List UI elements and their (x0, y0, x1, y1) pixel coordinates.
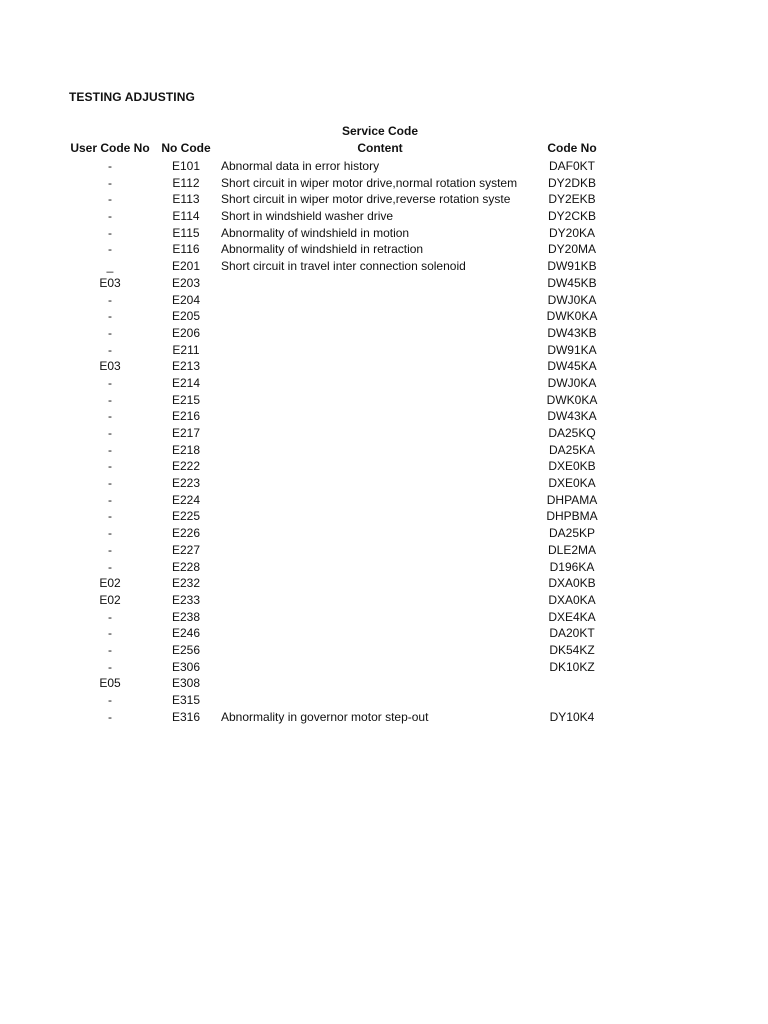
code-no-cell: DWJ0KA (547, 375, 597, 390)
table-row (0, 358, 768, 375)
table-row (0, 659, 768, 676)
no-code-cell: E213 (171, 359, 201, 374)
code-no-cell: DY20MA (547, 242, 597, 257)
user-code-cell: E03 (99, 275, 121, 290)
content-cell: Abnormality in governor motor step-out (221, 709, 429, 724)
user-code-cell: - (108, 442, 112, 457)
user-code-cell: - (108, 209, 112, 224)
user-code-cell: _ (106, 259, 114, 274)
code-no-cell: DA25KA (548, 442, 596, 457)
user-code-cell: - (108, 709, 112, 724)
code-no-cell: DXA0KA (548, 592, 596, 607)
content-cell: Short circuit in wiper motor drive,normal rotation system (221, 175, 518, 190)
no-code-cell: E218 (171, 442, 201, 457)
table-row (0, 508, 768, 525)
no-code-cell: E256 (171, 642, 201, 657)
table-row (0, 442, 768, 459)
user-code-cell: E03 (99, 359, 121, 374)
table-row (0, 258, 768, 275)
table-row (0, 475, 768, 492)
no-code-cell: E225 (171, 509, 201, 524)
header-code-no: Code No (547, 141, 597, 155)
table-row (0, 392, 768, 409)
table-row (0, 575, 768, 592)
table-row (0, 492, 768, 509)
no-code-cell: E205 (171, 309, 201, 324)
code-no-cell: DWJ0KA (547, 292, 597, 307)
table-row (0, 709, 768, 726)
code-no-cell: DY20KA (548, 225, 596, 240)
no-code-cell: E232 (171, 576, 201, 591)
table-row (0, 408, 768, 425)
user-code-cell: - (108, 642, 112, 657)
header-content: Content (357, 141, 403, 155)
code-no-cell: DXE0KB (548, 459, 596, 474)
table-row (0, 292, 768, 309)
user-code-cell: - (108, 693, 112, 707)
code-no-cell: DY10K4 (549, 709, 595, 724)
user-code-cell: - (108, 426, 112, 440)
no-code-cell: E222 (171, 459, 201, 474)
user-code-cell: - (108, 609, 112, 624)
user-code-cell: - (108, 175, 112, 190)
user-code-cell: - (108, 659, 112, 674)
table-row (0, 609, 768, 626)
no-code-cell: E112 (172, 175, 200, 190)
table-row (0, 542, 768, 559)
content-cell: Short circuit in travel inter connection solenoid (221, 259, 466, 274)
table-row (0, 225, 768, 242)
code-no-cell: DW45KB (547, 275, 597, 290)
code-no-cell: DW43KB (547, 325, 597, 340)
user-code-cell: - (108, 409, 112, 424)
no-code-cell: E246 (171, 626, 201, 641)
no-code-cell: E227 (171, 542, 201, 557)
code-no-cell: DW91KA (547, 342, 597, 357)
no-code-cell: E201 (171, 259, 201, 274)
no-code-cell: E238 (171, 609, 201, 624)
header-no-code: No Code (161, 141, 211, 155)
code-no-cell: DW45KA (547, 359, 597, 374)
code-no-cell: DXE4KA (548, 609, 596, 624)
user-code-cell: - (108, 342, 112, 357)
no-code-cell: E216 (171, 409, 201, 424)
user-code-cell: E02 (99, 576, 121, 591)
user-code-cell: - (108, 509, 112, 524)
no-code-cell: E101 (171, 159, 201, 173)
table-row (0, 175, 768, 192)
table-row (0, 592, 768, 609)
section-title: Service Code (341, 124, 419, 138)
no-code-cell: E204 (171, 292, 201, 307)
user-code-cell: - (108, 459, 112, 474)
no-code-cell: E116 (172, 242, 200, 257)
code-no-cell: DK10KZ (549, 659, 595, 674)
no-code-cell: E308 (171, 676, 201, 691)
content-cell: Short circuit in wiper motor drive,reverse rotation syste (221, 192, 511, 207)
table-row (0, 208, 768, 225)
code-no-cell: DLE2MA (547, 542, 597, 557)
table-body (0, 158, 768, 725)
content-cell: Short in windshield washer drive (221, 209, 394, 224)
no-code-cell: E226 (171, 526, 201, 541)
code-no-cell: D196KA (549, 559, 595, 574)
content-cell: Abnormality of windshield in retraction (221, 242, 424, 257)
no-code-cell: E233 (171, 592, 201, 607)
no-code-cell: E115 (172, 225, 200, 240)
document-title: TESTING ADJUSTING (69, 90, 195, 104)
no-code-cell: E217 (171, 426, 201, 440)
user-code-cell: - (108, 559, 112, 574)
user-code-cell: E05 (99, 676, 121, 691)
user-code-cell: - (108, 492, 112, 507)
code-no-cell: DA20KT (549, 626, 595, 641)
user-code-cell: - (108, 225, 112, 240)
user-code-cell: - (108, 476, 112, 491)
code-no-cell: DW43KA (547, 409, 597, 424)
no-code-cell: E114 (172, 209, 200, 224)
user-code-cell: - (108, 325, 112, 340)
table-row (0, 241, 768, 258)
code-no-cell: DHPAMA (546, 492, 598, 507)
no-code-cell: E223 (171, 476, 201, 491)
user-code-cell: - (108, 192, 112, 207)
code-no-cell: DY2EKB (548, 192, 596, 207)
user-code-cell: - (108, 159, 112, 173)
table-row (0, 525, 768, 542)
table-row (0, 692, 768, 709)
table-row (0, 675, 768, 692)
user-code-cell: - (108, 309, 112, 324)
user-code-cell: - (108, 542, 112, 557)
code-no-cell: DA25KP (548, 526, 596, 541)
code-no-cell: DWK0KA (546, 392, 598, 407)
user-code-cell: E02 (99, 592, 121, 607)
no-code-cell: E316 (171, 709, 201, 724)
code-no-cell: DXE0KA (548, 476, 596, 491)
code-no-cell: DK54KZ (549, 642, 595, 657)
table-row (0, 375, 768, 392)
no-code-cell: E211 (172, 342, 200, 357)
table-row (0, 191, 768, 208)
no-code-cell: E206 (171, 325, 201, 340)
table-row (0, 425, 768, 442)
header-user-code-no: User Code No (70, 141, 150, 155)
content-cell: Abnormal data in error history (221, 159, 380, 173)
user-code-cell: - (108, 526, 112, 541)
table-row (0, 325, 768, 342)
code-no-cell: DXA0KB (548, 576, 596, 591)
content-cell: Abnormality of windshield in motion (221, 225, 410, 240)
no-code-cell: E214 (171, 375, 201, 390)
no-code-cell: E228 (171, 559, 201, 574)
code-no-cell: DAF0KT (548, 159, 595, 173)
no-code-cell: E224 (171, 492, 201, 507)
user-code-cell: - (108, 392, 112, 407)
table-row (0, 458, 768, 475)
no-code-cell: E215 (171, 392, 201, 407)
table-row (0, 158, 768, 175)
user-code-cell: - (108, 375, 112, 390)
code-no-cell: DA25KQ (548, 426, 596, 440)
table-row (0, 642, 768, 659)
table-row (0, 625, 768, 642)
no-code-cell: E203 (171, 275, 201, 290)
table-row (0, 308, 768, 325)
table-row (0, 342, 768, 359)
user-code-cell: - (108, 292, 112, 307)
no-code-cell: E306 (171, 659, 201, 674)
table-row (0, 559, 768, 576)
code-no-cell: DY2CKB (547, 209, 597, 224)
user-code-cell: - (108, 626, 112, 641)
code-no-cell: DW91KB (547, 259, 597, 274)
code-no-cell: DWK0KA (546, 309, 598, 324)
table-header (0, 141, 768, 158)
no-code-cell: E315 (171, 693, 201, 707)
table-row (0, 275, 768, 292)
no-code-cell: E113 (172, 192, 200, 207)
code-no-cell: DHPBMA (546, 509, 598, 524)
code-no-cell: DY2DKB (547, 175, 597, 190)
user-code-cell: - (108, 242, 112, 257)
